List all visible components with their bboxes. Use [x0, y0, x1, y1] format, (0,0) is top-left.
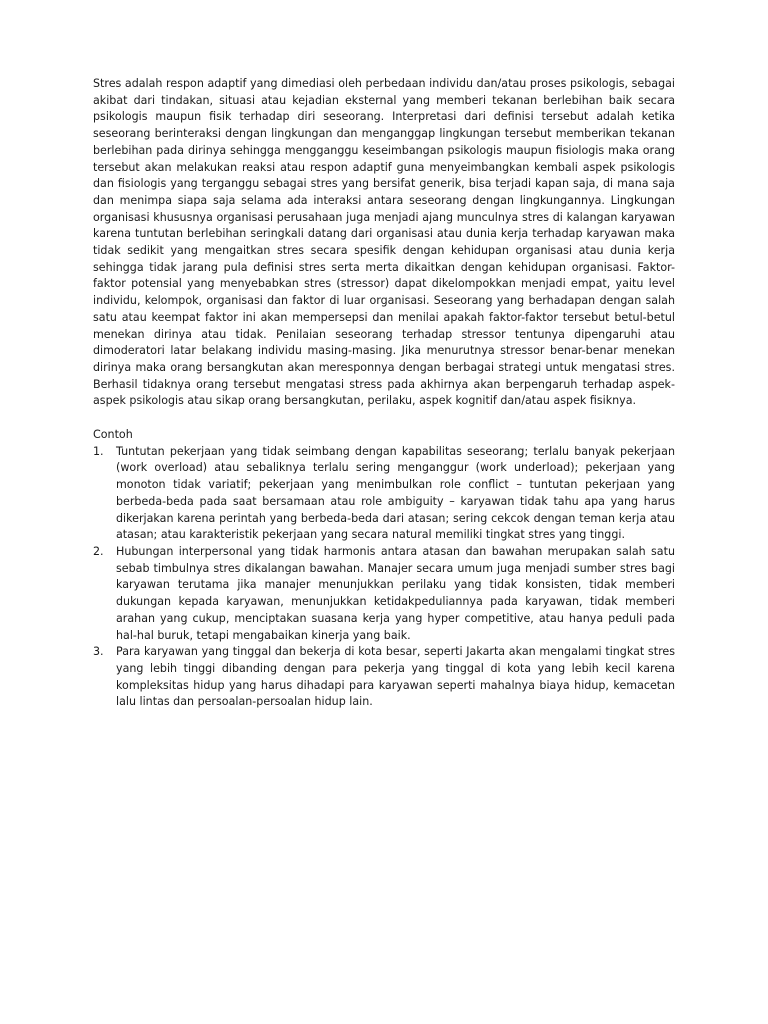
example-item — [93, 444, 675, 544]
example-number: 2. — [93, 544, 104, 558]
example-item — [93, 544, 675, 644]
examples-list — [93, 444, 675, 711]
example-number: 3. — [93, 645, 104, 659]
example-text: Hubungan interpersonal yang tidak harmonis antara atasan dan bawahan merupakan salah satu sebab timbulnya stres dikalangan bawahan. Manajer secara umum juga menjadi sumber stres bagi karyawan terutama jika manajer menunjukkan perilaku yang tidak konsisten, tidak memberi dukungan kepada karyawan, menunjukkan ketidakpeduliannya pada karyawan, tidak memberi arahan yang cukup, menciptakan suasana kerja yang hyper competitive, atau hanya peduli pada hal-hal buruk, tetapi mengabaikan kinerja yang baik. — [116, 544, 675, 642]
example-item — [93, 644, 675, 711]
examples-heading: Contoh — [93, 428, 133, 442]
intro-paragraph: Stres adalah respon adaptif yang dimediasi oleh perbedaan individu dan/atau proses psikologis, sebagai akibat dari tindakan, situasi atau kejadian eksternal yang memberi tekanan berlebihan baik secara psikologis maupun fisik terhadap diri seseorang. Interpretasi dari definisi tersebut adalah ketika seseorang berinteraksi dengan lingkungan dan menganggap lingkungan tersebut memberikan tekanan berlebihan pada dirinya sehingga mengganggu keseimbangan psikologis maupun fisiologis maka orang tersebut akan melakukan reaksi atau respon adaptif guna menyeimbangkan kembali aspek psikologis dan fisiologis yang terganggu sebagai stres yang bersifat generik, bisa terjadi kapan saja, di mana saja dan menimpa siapa saja selama ada interaksi antara seseorang dengan lingkungannya. Lingkungan organisasi khususnya organisasi perusahaan juga menjadi ajang munculnya stres di kalangan karyawan karena tuntutan berlebihan seringkali datang dari organisasi atau dunia kerja terhadap karyawan maka tidak sedikit yang mengaitkan stres secara spesifik dengan kehidupan organisasi atau dunia kerja sehingga tidak jarang pula definisi stres serta merta dikaitkan dengan kehidupan organisasi. Faktor-faktor potensial yang menyebabkan stres (stressor) dapat dikelompokkan menjadi empat, yaitu level individu, kelompok, organisasi dan faktor di luar organisasi. Seseorang yang berhadapan dengan salah satu atau keempat faktor ini akan mempersepsi dan menilai apakah faktor-faktor tersebut betul-betul menekan dirinya atau tidak. Penilaian seseorang terhadap stressor tentunya dipengaruhi atau dimoderatori latar belakang individu masing-masing. Jika menurutnya stressor benar-benar menekan dirinya maka orang bersangkutan akan meresponnya dengan berbagai strategi untuk mengatasi stres. Berhasil tidaknya orang tersebut mengatasi stress pada akhirnya akan berpengaruh terhadap aspek-aspek psikologis atau sikap orang bersangkutan, perilaku, aspek kognitif dan/atau aspek fisiknya. — [93, 77, 675, 408]
document-page — [93, 76, 675, 711]
example-text: Para karyawan yang tinggal dan bekerja di kota besar, seperti Jakarta akan mengalami tingkat stres yang lebih tinggi dibanding dengan para pekerja yang tinggal di kota yang lebih kecil karena kompleksitas hidup yang harus dihadapi para karyawan seperti mahalnya biaya hidup, kemacetan lalu lintas dan persoalan-persoalan hidup lain. — [116, 645, 675, 709]
example-number: 1. — [93, 444, 104, 458]
example-text: Tuntutan pekerjaan yang tidak seimbang dengan kapabilitas seseorang; terlalu banyak pekerjaan (work overload) atau sebaliknya terlalu sering menganggur (work underload); pekerjaan yang monoton tidak variatif; pekerjaan yang menimbulkan role conflict – tuntutan pekerjaan yang berbeda-beda pada saat bersamaan atau role ambiguity – karyawan tidak tahu apa yang harus dikerjakan karena perintah yang berbeda-beda dari atasan; sering cekcok dengan teman kerja atau atasan; atau karakteristik pekerjaan yang secara natural memiliki tingkat stres yang tinggi. — [116, 444, 675, 542]
